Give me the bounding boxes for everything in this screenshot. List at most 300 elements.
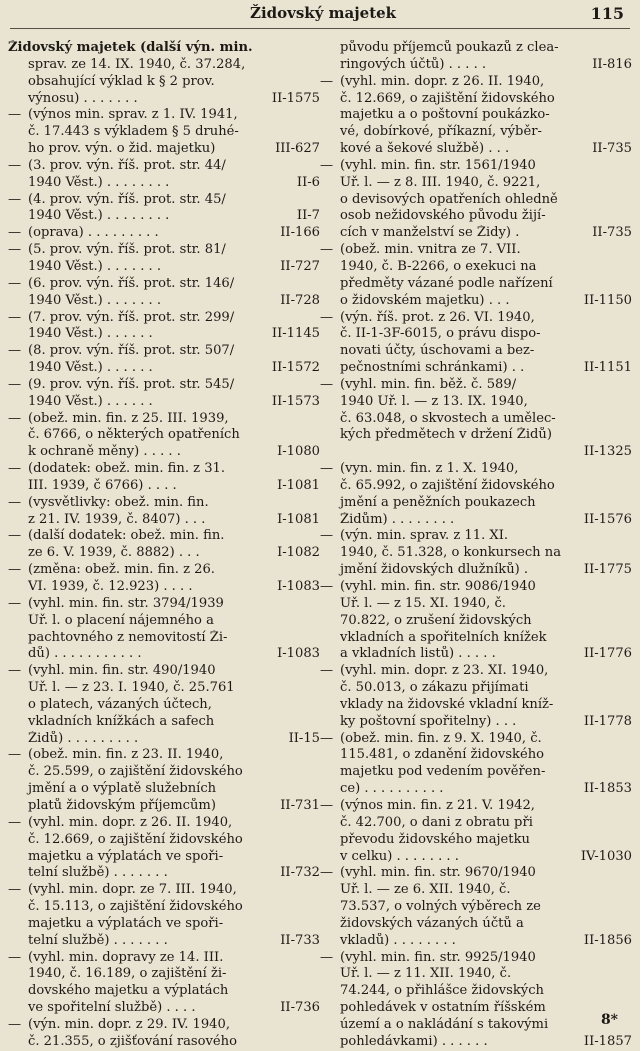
entry-line <box>8 731 320 748</box>
entry-text: 1940 Věst.) . . . . . . . . <box>28 208 170 224</box>
entry-line <box>8 579 320 596</box>
entry-dash: — <box>320 730 334 746</box>
entry-text: ze 6. V. 1939, č. 8882) . . . <box>28 545 200 561</box>
entry-text: č. 65.992, o zajištění židovského <box>340 477 555 493</box>
entry-line <box>320 377 632 394</box>
entry-text: vé, dobírkové, příkazní, výběr- <box>340 124 542 140</box>
entry-dash: — <box>8 275 22 291</box>
entry-text: 1940, č. 51.328, o konkursech na <box>340 545 562 561</box>
entry-dash: — <box>8 562 22 578</box>
index-entry <box>8 276 320 310</box>
entry-line <box>8 1034 320 1051</box>
entry-line <box>320 394 632 411</box>
entry-text: cích v manželství se Židy) . <box>340 225 520 241</box>
entry-ref: II-15 <box>288 730 320 746</box>
entry-text: Židů) . . . . . . . . . <box>28 730 139 746</box>
entry-dash: — <box>320 663 334 679</box>
entry-line <box>320 141 632 158</box>
entry-text: 1940, č. 16.189, o zajištění ži- <box>28 966 227 982</box>
entry-dash: — <box>8 225 22 241</box>
entry-line <box>320 259 632 276</box>
entry-dash: — <box>8 242 22 258</box>
entry-dash: — <box>320 579 334 594</box>
entry-text: č. 50.013, o zákazu přijímati <box>340 680 529 696</box>
entry-line <box>8 680 320 697</box>
entry-line <box>320 495 632 512</box>
entry-line <box>320 933 632 950</box>
running-head <box>0 4 640 26</box>
entry-line <box>8 411 320 428</box>
entry-line <box>8 528 320 545</box>
entry-text: z 21. IV. 1939, č. 8407) . . . <box>28 511 206 527</box>
entry-line <box>320 916 632 933</box>
entry-line <box>8 714 320 731</box>
entry-text: kové a šekové službě) . . . <box>340 141 510 157</box>
entry-text: pohledávek v ostatním říšském <box>340 1000 546 1016</box>
entry-text: ringových účtů) . . . . . <box>340 56 487 72</box>
entry-text: (výn. min. dopr. z 29. IV. 1940, <box>28 1016 231 1032</box>
entry-text: (obež. min. vnitra ze 7. VII. <box>340 242 521 258</box>
index-entry <box>8 663 320 747</box>
entry-line <box>8 57 320 74</box>
index-entry <box>8 411 320 462</box>
index-entry <box>320 528 632 579</box>
entry-line <box>320 461 632 478</box>
entry-text: Úř. l. — z 15. XI. 1940, č. <box>340 595 506 611</box>
index-entry <box>8 192 320 226</box>
entry-line <box>320 882 632 899</box>
entry-text: (obež. min. fin. z 9. X. 1940, č. <box>340 730 542 746</box>
entry-line <box>8 427 320 444</box>
entry-line <box>320 663 632 680</box>
entry-line <box>320 865 632 882</box>
entry-ref: II-733 <box>280 932 320 948</box>
entry-text: jmění a o výplatě služebních <box>28 781 217 797</box>
entry-line <box>320 107 632 124</box>
entry-line <box>320 798 632 815</box>
entry-line <box>8 91 320 108</box>
entry-dash: — <box>8 747 22 763</box>
entry-line <box>320 646 632 663</box>
entry-text: o platech, vázaných účtech, <box>28 696 212 712</box>
entry-line <box>320 781 632 798</box>
entry-line <box>320 192 632 209</box>
entry-line <box>8 646 320 663</box>
index-entry <box>320 731 632 798</box>
entry-line <box>8 697 320 714</box>
entry-dash: — <box>8 494 22 510</box>
index-entry <box>8 40 320 107</box>
entry-line <box>8 815 320 832</box>
index-entry <box>8 882 320 949</box>
entry-ref: II-731 <box>280 797 320 813</box>
entry-text: (4. prov. výn. říš. prot. str. 45/ <box>28 191 226 207</box>
entry-text: původu příjemců poukazů z clea- <box>340 40 559 55</box>
entry-dash: — <box>320 461 334 477</box>
entry-text: ho prov. výn. o žid. majetku) <box>28 141 216 157</box>
entry-text: Úř. l. — ze 6. XII. 1940, č. <box>340 882 511 898</box>
entry-text: o devisových opatřeních ohledně <box>340 191 558 207</box>
entry-dash: — <box>8 1016 22 1032</box>
index-entry <box>320 242 632 309</box>
entry-line <box>8 916 320 933</box>
entry-line <box>320 747 632 764</box>
entry-text: 115.481, o zdanění židovského <box>340 747 545 763</box>
entry-line <box>8 158 320 175</box>
entry-text: č. 6766, o některých opatřeních <box>28 427 240 443</box>
entry-line <box>8 242 320 259</box>
entry-dash: — <box>8 528 22 544</box>
entry-line <box>320 74 632 91</box>
entry-line <box>320 276 632 293</box>
entry-text: Židovský majetek (další výn. min. <box>8 40 253 55</box>
index-entry <box>8 158 320 192</box>
entry-ref: II-1150 <box>583 292 632 308</box>
entry-dash: — <box>320 528 334 544</box>
entry-line <box>8 899 320 916</box>
entry-text: majetku pod vedením pověřen- <box>340 764 546 780</box>
entry-text: (9. prov. výn. říš. prot. str. 545/ <box>28 376 235 392</box>
entry-ref: II-1572 <box>271 360 320 376</box>
entry-ref: I-1082 <box>277 545 320 561</box>
entry-text: 1940 Úř. l. — z 13. IX. 1940, <box>340 393 528 409</box>
entry-line <box>8 849 320 866</box>
entry-dash: — <box>8 663 22 679</box>
entry-ref: II-728 <box>280 292 320 308</box>
entry-line <box>320 293 632 310</box>
page-number: 115 <box>590 4 624 23</box>
entry-line <box>8 107 320 124</box>
entry-text: (6. prov. výn. říš. prot. str. 146/ <box>28 275 235 291</box>
entry-ref: I-1083 <box>277 646 320 662</box>
entry-ref: I-1080 <box>277 444 320 460</box>
entry-dash: — <box>8 461 22 477</box>
entry-text: 74.244, o přihlášce židovských <box>340 983 544 999</box>
entry-line <box>320 545 632 562</box>
index-entry <box>8 461 320 495</box>
entry-line <box>8 310 320 327</box>
entry-dash: — <box>320 157 334 173</box>
index-entry <box>8 310 320 344</box>
entry-line <box>8 326 320 343</box>
entry-text: majetku a výplatách ve spoři- <box>28 915 224 931</box>
entry-ref: II-735 <box>592 141 632 157</box>
index-entry <box>320 798 632 865</box>
entry-line <box>8 360 320 377</box>
entry-line <box>320 764 632 781</box>
entry-text: jmění židovských dlužníků) . <box>340 562 529 578</box>
entry-line <box>8 865 320 882</box>
entry-text: (výnos min. fin. z 21. V. 1942, <box>340 797 535 813</box>
entry-text: a vkladních listů) . . . . . <box>340 646 496 662</box>
index-entry <box>320 579 632 663</box>
index-entry <box>8 495 320 529</box>
entry-line <box>320 411 632 428</box>
entry-line <box>320 175 632 192</box>
index-entry <box>8 343 320 377</box>
index-entry <box>320 461 632 528</box>
entry-dash: — <box>8 376 22 392</box>
entry-text: novati účty, úschovami a bez- <box>340 343 535 359</box>
signature-mark: 8* <box>600 1012 618 1028</box>
index-entry <box>8 225 320 242</box>
entry-text: v celku) . . . . . . . . <box>340 848 459 864</box>
entry-text: kých předmětech v držení Židů) <box>340 427 552 443</box>
left-column <box>8 40 320 1051</box>
entry-text: dovského majetku a výplatách <box>28 983 229 999</box>
entry-text: (vysvětlivky: obež. min. fin. <box>28 494 209 510</box>
entry-line <box>320 1017 632 1034</box>
entry-text: (výnos min. sprav. z 1. IV. 1941, <box>28 107 238 123</box>
entry-text: (vyhl. min. fin. str. 9925/1940 <box>340 949 536 965</box>
index-entry <box>8 950 320 1017</box>
entry-line <box>320 512 632 529</box>
entry-text: (změna: obež. min. fin. z 26. <box>28 562 215 578</box>
entry-text: (vyhl. min. fin. str. 1561/1940 <box>340 157 536 173</box>
entry-text: vklady na židovské vkladní kníž- <box>340 696 554 712</box>
entry-dash: — <box>8 410 22 426</box>
entry-text: 1940 Věst.) . . . . . . <box>28 393 153 409</box>
entry-line <box>320 40 632 57</box>
entry-line <box>320 849 632 866</box>
entry-line <box>8 40 320 57</box>
entry-text: k ochraně měny) . . . . . <box>28 444 181 460</box>
entry-text: č. 63.048, o skvostech a umělec- <box>340 410 556 426</box>
index-entry <box>8 242 320 276</box>
entry-text: vkladů) . . . . . . . . <box>340 932 456 948</box>
entry-text: židovských vázaných účtů a <box>340 915 524 931</box>
entry-line <box>320 680 632 697</box>
entry-text: ky poštovní spořitelny) . . . <box>340 713 517 729</box>
entry-line <box>320 360 632 377</box>
entry-text: Úř. l. — z 8. III. 1940, č. 9221, <box>340 174 541 190</box>
entry-text: č. II-1-3F-6015, o právu dispo- <box>340 326 541 342</box>
entry-text: ve spořitelní službě) . . . . <box>28 1000 196 1016</box>
entry-dash: — <box>8 309 22 325</box>
entry-line <box>320 208 632 225</box>
entry-line <box>320 310 632 327</box>
entry-text: (vyn. min. fin. z 1. X. 1940, <box>340 461 519 477</box>
entry-text: obsahující výklad k § 2 prov. <box>28 73 215 89</box>
entry-dash: — <box>8 157 22 173</box>
entry-line <box>8 764 320 781</box>
entry-line <box>320 950 632 967</box>
entry-ref: II-816 <box>592 56 632 72</box>
header-rule <box>10 28 630 29</box>
entry-line <box>8 950 320 967</box>
entry-dash: — <box>8 814 22 830</box>
entry-text: (další dodatek: obež. min. fin. <box>28 528 225 544</box>
entry-ref: II-1576 <box>583 511 632 527</box>
index-entry <box>320 310 632 377</box>
entry-text: 1940 Věst.) . . . . . . . <box>28 258 162 274</box>
entry-text: č. 42.700, o dani z obratu při <box>340 814 533 830</box>
entry-line <box>8 461 320 478</box>
entry-ref: II-1856 <box>583 932 632 948</box>
entry-text: sprav. ze 14. IX. 1940, č. 37.284, <box>28 56 246 72</box>
page-title: Židovský majetek <box>250 4 397 22</box>
entry-line <box>8 798 320 815</box>
entry-line <box>320 1000 632 1017</box>
index-entry <box>320 377 632 461</box>
entry-line <box>320 579 632 596</box>
entry-line <box>8 478 320 495</box>
index-entry <box>320 40 632 74</box>
entry-line <box>8 192 320 209</box>
entry-dash: — <box>320 376 334 392</box>
entry-dash: — <box>320 73 334 89</box>
entry-line <box>320 343 632 360</box>
entry-text: 70.822, o zrušení židovských <box>340 612 532 628</box>
index-entry <box>8 377 320 411</box>
entry-text: Židům) . . . . . . . . <box>340 511 455 527</box>
entry-text: (vyhl. min. dopr. z 23. XI. 1940, <box>340 663 549 679</box>
entry-line <box>8 1000 320 1017</box>
entry-line <box>320 124 632 141</box>
entry-line <box>320 444 632 461</box>
entry-ref: I-1081 <box>277 477 320 493</box>
entry-line <box>320 815 632 832</box>
entry-text: 1940 Věst.) . . . . . . . . <box>28 174 170 190</box>
entry-text: (výn. říš. prot. z 26. VI. 1940, <box>340 309 535 325</box>
entry-text: území a o nakládání s takovými <box>340 1016 549 1032</box>
entry-line <box>320 596 632 613</box>
entry-text: pachtovného z nemovitostí Ži- <box>28 629 228 645</box>
entry-ref: II-1776 <box>583 646 632 662</box>
entry-line <box>320 242 632 259</box>
entry-line <box>8 512 320 529</box>
entry-text: (dodatek: obež. min. fin. z 31. <box>28 461 226 477</box>
entry-text: 1940 Věst.) . . . . . . <box>28 326 153 342</box>
entry-line <box>320 714 632 731</box>
entry-line <box>8 444 320 461</box>
entry-line <box>8 630 320 647</box>
entry-text: č. 17.443 s výkladem § 5 druhé- <box>28 124 239 140</box>
entry-text: platů židovským příjemcům) <box>28 797 216 813</box>
entry-text: VI. 1939, č. 12.923) . . . . <box>28 579 193 594</box>
entry-line <box>8 933 320 950</box>
entry-dash: — <box>320 242 334 258</box>
entry-text: (3. prov. výn. říš. prot. str. 44/ <box>28 157 226 173</box>
entry-dash: — <box>8 949 22 965</box>
entry-text: převodu židovského majetku <box>340 831 530 847</box>
entry-line <box>8 225 320 242</box>
entry-text: (vyhl. min. fin. str. 9086/1940 <box>340 579 536 594</box>
entry-line <box>8 124 320 141</box>
entry-ref: II-166 <box>280 225 320 241</box>
index-entry <box>320 663 632 730</box>
entry-ref: IV-1030 <box>580 848 632 864</box>
entry-dash: — <box>8 343 22 359</box>
entry-line <box>8 259 320 276</box>
entry-text: č. 15.113, o zajištění židovského <box>28 899 243 915</box>
index-entry <box>8 528 320 562</box>
entry-line <box>320 427 632 444</box>
entry-text: (vyhl. min. fin. běž. č. 589/ <box>340 376 517 392</box>
entry-line <box>320 983 632 1000</box>
entry-text: Úř. l. — z 23. I. 1940, č. 25.761 <box>28 680 235 696</box>
entry-line <box>320 630 632 647</box>
entry-text: č. 12.669, o zajištění židovského <box>340 90 555 106</box>
entry-line <box>8 545 320 562</box>
entry-line <box>320 832 632 849</box>
entry-text: Úř. l. — z 11. XII. 1940, č. <box>340 966 512 982</box>
entry-dash: — <box>8 191 22 207</box>
entry-line <box>8 1017 320 1034</box>
entry-ref: II-1151 <box>583 360 632 376</box>
entry-line <box>320 326 632 343</box>
entry-text: (vyhl. min. fin. str. 3794/1939 <box>28 595 224 611</box>
entry-line <box>320 528 632 545</box>
entry-text: č. 21.355, o zjišťování rasového <box>28 1033 237 1049</box>
entry-line <box>8 613 320 630</box>
entry-line <box>320 57 632 74</box>
index-entry <box>8 747 320 814</box>
index-entry <box>320 865 632 949</box>
entry-line <box>8 832 320 849</box>
entry-line <box>8 343 320 360</box>
entry-line <box>8 596 320 613</box>
entry-text: telní službě) . . . . . . . <box>28 932 168 948</box>
index-entry <box>320 158 632 242</box>
entry-line <box>8 882 320 899</box>
entry-text: vkladních a spořitelních knížek <box>340 629 547 645</box>
entry-dash: — <box>8 595 22 611</box>
entry-text: (vyhl. min. fin. str. 9670/1940 <box>340 865 536 881</box>
entry-text: 1940 Věst.) . . . . . . . <box>28 292 162 308</box>
index-entry <box>8 596 320 663</box>
entry-text: (obež. min. fin. z 23. II. 1940, <box>28 747 224 763</box>
entry-text: telní službě) . . . . . . . <box>28 865 168 881</box>
entry-text: dů) . . . . . . . . . . . <box>28 646 142 662</box>
entry-text: 1940, č. B-2266, o exekuci na <box>340 258 537 274</box>
entry-line <box>8 74 320 91</box>
entry-dash: — <box>320 865 334 881</box>
entry-ref: II-1857 <box>583 1033 632 1049</box>
entry-ref: II-727 <box>280 258 320 274</box>
entry-line <box>320 91 632 108</box>
entry-ref: II-7 <box>296 208 320 224</box>
entry-text: č. 12.669, o zajištění židovského <box>28 831 243 847</box>
entry-line <box>320 731 632 748</box>
entry-line <box>8 983 320 1000</box>
entry-text: (vyhl. min. dopr. z 26. II. 1940, <box>340 73 545 89</box>
entry-text: o židovském majetku) . . . <box>340 292 510 308</box>
entry-line <box>8 175 320 192</box>
index-entry <box>320 74 632 158</box>
entry-ref: I-1083 <box>277 579 320 594</box>
entry-ref: II-1573 <box>271 393 320 409</box>
entry-text: (obež. min. fin. z 25. III. 1939, <box>28 410 229 426</box>
entry-line <box>320 966 632 983</box>
entry-text: pečnostními schránkami) . . <box>340 360 525 376</box>
entry-ref: II-735 <box>592 225 632 241</box>
entry-line <box>320 613 632 630</box>
entry-text: majetku a výplatách ve spoři- <box>28 848 224 864</box>
entry-ref: II-736 <box>280 1000 320 1016</box>
entry-text: majetku a o poštovní poukázko- <box>340 107 550 123</box>
entry-dash: — <box>8 882 22 898</box>
entry-line <box>8 293 320 310</box>
entry-line <box>8 562 320 579</box>
entry-ref: I-1081 <box>277 511 320 527</box>
entry-line <box>8 747 320 764</box>
entry-line <box>8 663 320 680</box>
entry-text: (vyhl. min. dopr. ze 7. III. 1940, <box>28 882 237 898</box>
entry-text: (5. prov. výn. říš. prot. str. 81/ <box>28 242 226 258</box>
entry-line <box>320 562 632 579</box>
entry-text: (7. prov. výn. říš. prot. str. 299/ <box>28 309 235 325</box>
